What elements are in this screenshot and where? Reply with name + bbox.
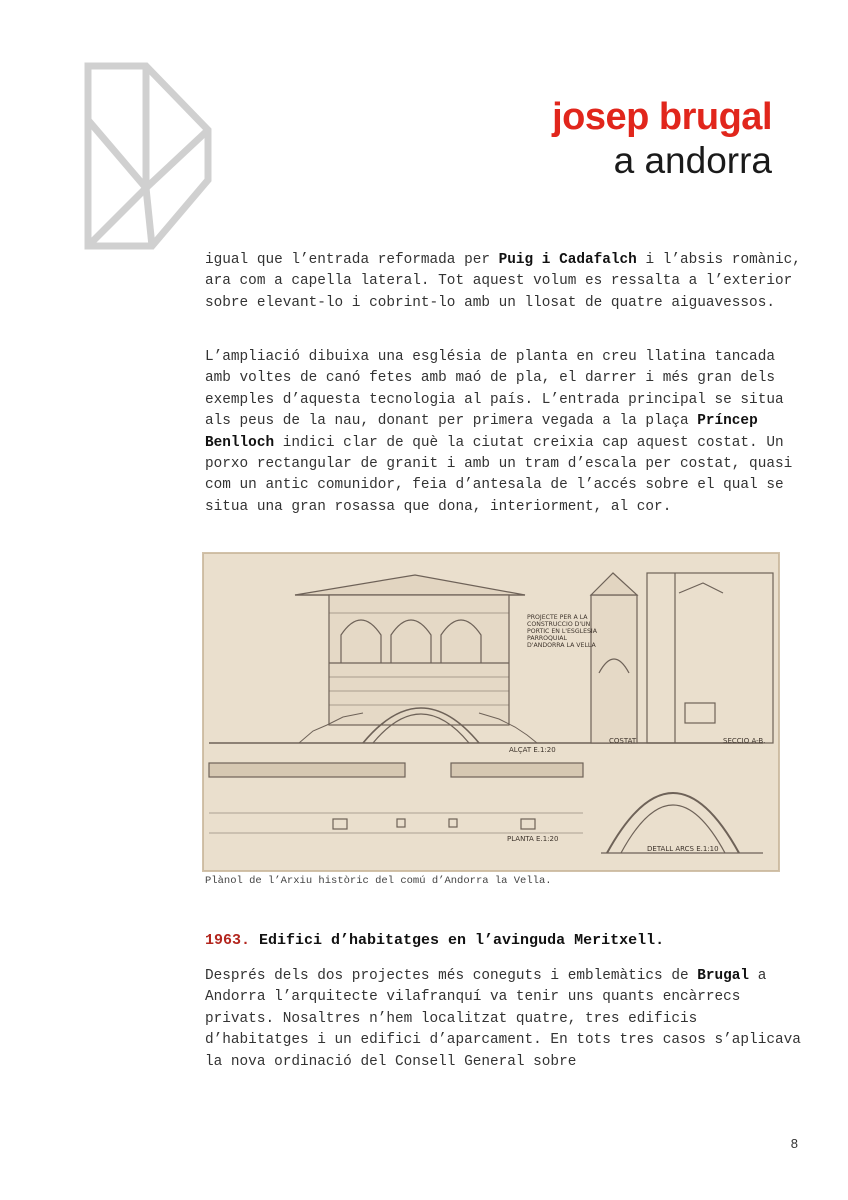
bold-name: Puig i Cadafalch	[498, 252, 637, 268]
plan-label-seccio: SECCIO A-B.	[723, 737, 766, 745]
text-run: indici clar de què la ciutat creixia cap aquest costat. Un porxo rectangular de granit i amb un tram d’escala per costat, quasi com un antic comunidor, feia d’antesala de l’accés sobre el qual se situa una gran rosassa que dona, interiorment, al cor.	[205, 434, 793, 515]
page-number: 8	[790, 1136, 798, 1151]
brand-place: a andorra	[613, 140, 772, 181]
plan-drawing	[203, 553, 779, 871]
section-title: Edifici d’habitatges en l’avinguda Meritxell.	[250, 932, 665, 949]
brand-title	[552, 98, 772, 179]
architectural-plan-image	[202, 552, 780, 872]
logo-mark	[82, 60, 214, 252]
image-caption: Plànol de l’Arxiu històric del comú d’Andorra la Vella.	[205, 875, 552, 887]
plan-title-line: CONSTRUCCIO D'UN	[527, 621, 591, 628]
text-run: L’ampliació dibuixa una església de planta en creu llatina tancada amb voltes de canó fetes amb maó de pla, el darrer i més gran dels exemples d’aquesta tecnologia al país. L’entrada principal se situa als peus de la nau, donant per primera vegada a la plaça	[205, 349, 784, 430]
plan-title-line: PARROQUIAL	[527, 635, 567, 642]
body-paragraph-1	[205, 250, 805, 314]
plan-label-costat: COSTAT	[609, 737, 637, 745]
text-run: a Andorra l’arquitecte vilafranquí va tenir uns quants encàrrecs privats. Nosaltres n’hem localitzat quatre, tres edificis d’habitatges i un edifici d’aparcament. En tots tres casos s’aplicava la nova ordinació del Consell General sobre	[205, 968, 801, 1070]
plan-title-line: PROJECTE PER A LA	[527, 614, 588, 621]
plan-label-alcat: ALÇAT E.1:20	[509, 746, 556, 754]
plan-title-line: PORTIC EN L'ESGLESIA	[527, 628, 597, 635]
section-year: 1963.	[205, 932, 251, 949]
brand-name: josep brugal	[552, 96, 772, 138]
text-run: i l’absis romànic, ara com a capella lateral. Tot aquest volum es ressalta a l’exterior sobre elevant-lo i cobrint-lo amb un llosat de quatre aiguavessos.	[205, 252, 801, 311]
text-run: igual que l’entrada reformada per	[205, 252, 499, 268]
plan-label-detall: DETALL ARCS E.1:10	[647, 845, 719, 853]
bold-name: Brugal	[697, 968, 750, 984]
section-heading	[205, 932, 664, 949]
plan-label-planta: PLANTA E.1:20	[507, 835, 559, 843]
plan-title-line: D'ANDORRA LA VELLA	[527, 642, 596, 649]
text-run: Després dels dos projectes més coneguts i emblemàtics de	[205, 968, 698, 984]
body-paragraph-3	[205, 966, 805, 1073]
bold-name: Príncep Benlloch	[205, 413, 758, 451]
body-paragraph-2	[205, 347, 805, 518]
